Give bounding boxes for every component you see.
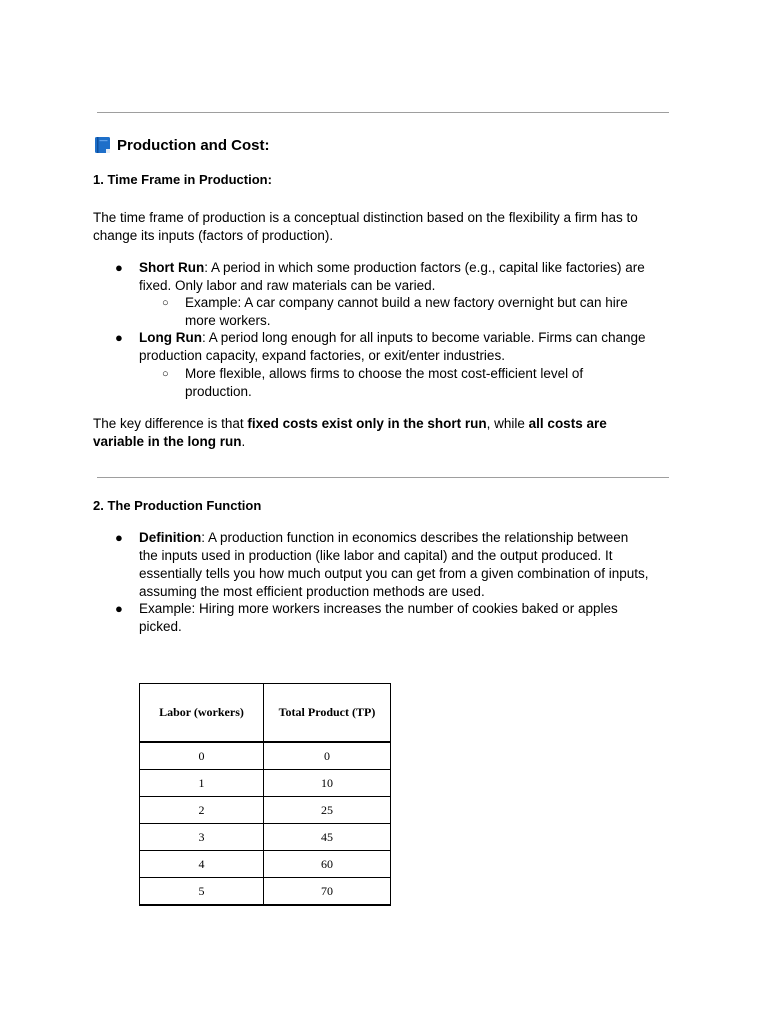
definition-line	[139, 529, 684, 547]
key-bold-variable-1: all costs are	[528, 416, 607, 431]
cell-labor: 0	[140, 742, 264, 770]
table-row	[140, 770, 391, 797]
cell-tp: 0	[264, 742, 391, 770]
cell-tp: 45	[264, 824, 391, 851]
bullet-example	[139, 600, 684, 636]
short-run-line	[139, 259, 679, 277]
cell-tp: 25	[264, 797, 391, 824]
section-title	[94, 136, 270, 154]
table-header-row	[140, 684, 391, 743]
bullet-long-run	[139, 329, 679, 365]
definition-line: essentially tells you how much output you can get from a given combination of inputs,	[139, 566, 649, 581]
definition-text: : A production function in economics describes the relationship between	[201, 530, 629, 545]
long-run-line	[139, 329, 679, 347]
cell-tp: 10	[264, 770, 391, 797]
bullet-definition	[139, 529, 684, 601]
divider-top	[97, 112, 669, 113]
key-line	[93, 415, 678, 433]
section-title-text: Production and Cost:	[117, 136, 270, 154]
intro-paragraph	[93, 209, 678, 245]
key-line	[93, 433, 678, 451]
key-middle: , while	[486, 416, 529, 431]
definition-term: Definition	[139, 530, 202, 545]
sub-bullet-line: Example: A car company cannot build a new factory overnight but can hire	[185, 295, 628, 310]
sub-bullet-line: more workers.	[185, 313, 271, 328]
intro-line: The time frame of production is a conceptual distinction based on the flexibility a firm has to	[93, 210, 638, 225]
cell-labor: 5	[140, 878, 264, 906]
heading-time-frame: 1. Time Frame in Production:	[93, 172, 272, 187]
long-run-term: Long Run	[139, 330, 202, 345]
key-suffix: .	[241, 434, 246, 449]
cell-labor: 4	[140, 851, 264, 878]
sub-bullet-long-run-detail	[185, 365, 675, 401]
key-prefix: The key difference is that	[93, 416, 248, 431]
production-table	[139, 683, 391, 906]
blue-book-icon	[94, 136, 111, 154]
intro-line: change its inputs (factors of production).	[93, 228, 334, 243]
bullet-dot: ●	[115, 330, 123, 345]
long-run-text: : A period long enough for all inputs to become variable. Firms can change	[201, 330, 646, 345]
long-run-line: production capacity, expand factories, or exit/enter industries.	[139, 348, 505, 363]
table-row	[140, 797, 391, 824]
short-run-line: fixed. Only labor and raw materials can be varied.	[139, 278, 436, 293]
header-labor: Labor (workers)	[140, 684, 264, 743]
sub-bullet-circle: ○	[162, 297, 169, 309]
divider-middle	[97, 477, 669, 478]
heading-production-function: 2. The Production Function	[93, 498, 262, 513]
sub-bullet-line: production.	[185, 384, 252, 399]
key-bold-variable-2: variable in the long run	[93, 434, 242, 449]
bullet-dot: ●	[115, 530, 123, 545]
cell-labor: 2	[140, 797, 264, 824]
sub-bullet-short-run-example	[185, 294, 675, 330]
key-bold-fixed: fixed costs exist only in the short run	[247, 416, 487, 431]
table-row	[140, 878, 391, 906]
bullet-dot: ●	[115, 601, 123, 616]
definition-line: assuming the most efficient production methods are used.	[139, 584, 485, 599]
table-row	[140, 824, 391, 851]
header-total-product: Total Product (TP)	[264, 684, 391, 743]
cell-labor: 3	[140, 824, 264, 851]
cell-labor: 1	[140, 770, 264, 797]
table-row	[140, 742, 391, 770]
sub-bullet-circle: ○	[162, 368, 169, 380]
sub-bullet-line: More flexible, allows firms to choose the most cost-efficient level of	[185, 366, 584, 381]
example-line: Example: Hiring more workers increases the number of cookies baked or apples	[139, 601, 618, 616]
definition-line: the inputs used in production (like labor and capital) and the output produced. It	[139, 548, 613, 563]
key-difference-paragraph	[93, 415, 678, 451]
cell-tp: 70	[264, 878, 391, 906]
example-line: picked.	[139, 619, 182, 634]
bullet-dot: ●	[115, 260, 123, 275]
bullet-short-run	[139, 259, 679, 295]
short-run-text: : A period in which some production factors (e.g., capital like factories) are	[204, 260, 645, 275]
short-run-term: Short Run	[139, 260, 205, 275]
table-row	[140, 851, 391, 878]
cell-tp: 60	[264, 851, 391, 878]
